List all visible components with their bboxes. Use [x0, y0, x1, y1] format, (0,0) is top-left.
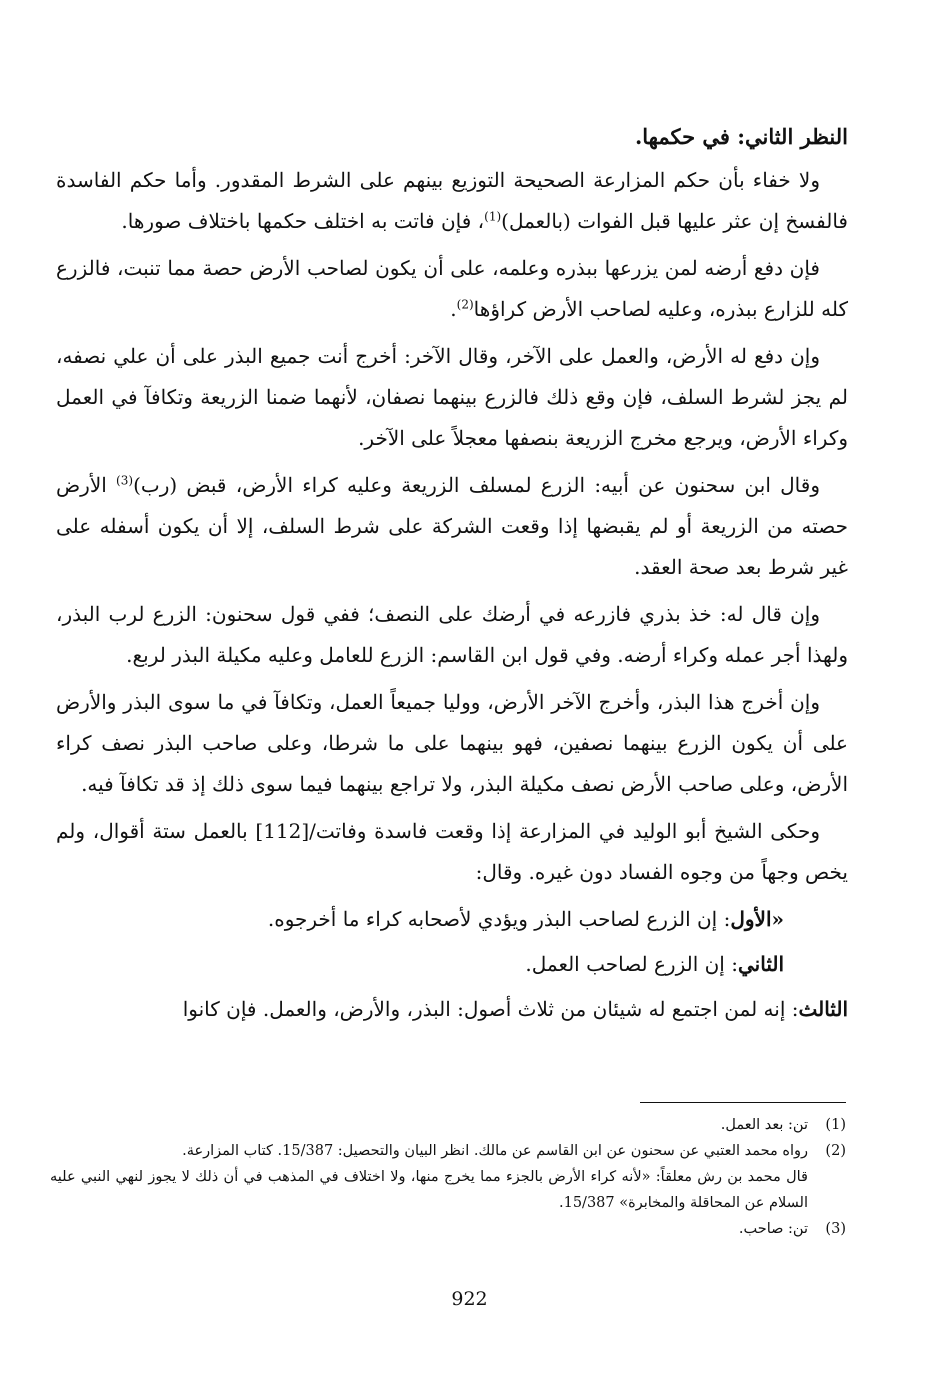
item-text: إنه لمن اجتمع له شيئان من ثلاث أصول: البذر، والأرض، والعمل. فإن كانوا: [182, 997, 786, 1021]
footnote-ref-2: (2): [456, 297, 474, 312]
paragraph-text: ، فإن فاتت به اختلف حكمها باختلاف صورها.: [121, 209, 485, 233]
item-label: الثاني: [737, 952, 784, 976]
footnotes: [50, 1112, 846, 1242]
paragraph-text: .: [450, 297, 457, 321]
footnote-ref-1: (1): [484, 209, 502, 224]
footnote-text: رواه محمد العتبي عن سحنون عن ابن القاسم عن مالك. انظر البيان والتحصيل: 15/387. كتاب المزارعة.: [182, 1143, 808, 1159]
footnote-item: [50, 1138, 846, 1164]
paragraph-text: فإن دفع أرضه لمن يزرعها ببذره وعلمه، على أن يكون لصاحب الأرض حصة مما تنبت، فالزرع كله للزارع ببذره، وعليه لصاحب الأرض كراؤها: [56, 256, 848, 321]
paragraph-5: وإن قال له: خذ بذري فازرعه في أرضك على النصف؛ ففي قول سحنون: الزرع لرب البذر، ولهذا أجر عمله وكراء أرضه. وفي قول ابن القاسم: الزرع للعامل وعليه مكيلة البذر لربع.: [56, 602, 848, 667]
footnote-ref-3: (3): [116, 473, 134, 488]
item-separator: :: [717, 907, 731, 931]
footnote-number: (1): [825, 1117, 846, 1133]
footnote-continuation: قال محمد بن رش معلقاً: «لأنه كراء الأرض بالجزء مما يخرج منها، ولا اختلاف في المذهب في أن ذلك لا يجوز لنهي النبي عليه السلام عن المحاقلة والمخابرة» 15/387.: [50, 1169, 808, 1211]
footnote-item: [50, 1112, 846, 1138]
paragraph-3: وإن دفع له الأرض، والعمل على الآخر، وقال الآخر: أخرج أنت جميع البذر على أن علي نصفه، لم يجز لشرط السلف، فإن وقع ذلك فالزرع بينهما نصفان، لأنهما ضمنا الزريعة وتكافآ في العمل وكراء الأرض، ويرجع مخرج الزريعة بنصفها معجلاً على الآخر.: [56, 344, 848, 450]
list-item-second: [56, 944, 848, 985]
page-number: 922: [451, 1288, 488, 1310]
paragraph-2: [56, 248, 848, 330]
section-heading: النظر الثاني: في حكمها.: [634, 124, 848, 149]
footnote-text: تن: بعد العمل.: [720, 1117, 808, 1133]
list-item-first: [56, 899, 848, 940]
paragraph-text: وقال ابن سحنون عن أبيه: الزرع لمسلف الزريعة وعليه كراء الأرض، قبض (رب): [133, 473, 820, 497]
item-text: إن الزرع لصاحب العمل.: [525, 952, 725, 976]
page-body: [56, 118, 848, 1036]
paragraph-4: [56, 465, 848, 588]
paragraph-text: ولا خفاء بأن حكم المزارعة الصحيحة التوزيع بينهم على الشرط المقدور. وأما حكم الفاسدة فالفسخ إن عثر عليها قبل الفوات (بالعمل): [56, 168, 848, 233]
paragraph-7: وحكى الشيخ أبو الوليد في المزارعة إذا وقعت فاسدة وفاتت/[112] بالعمل ستة أقوال، ولم يخص وجهاً من وجوه الفساد دون غيره. وقال:: [56, 819, 848, 884]
item-label: «الأول: [730, 907, 784, 931]
paragraph-1: [56, 160, 848, 242]
item-text: إن الزرع لصاحب البذر ويؤدي لأصحابه كراء ما أخرجوه.: [267, 907, 718, 931]
footnote-text: تن: صاحب.: [738, 1221, 808, 1237]
item-separator: :: [785, 997, 799, 1021]
item-label: الثالث: [798, 997, 848, 1021]
footnote-divider: [640, 1102, 846, 1103]
footnote-item: [50, 1216, 846, 1242]
paragraph-6: وإن أخرج هذا البذر، وأخرج الآخر الأرض، ووليا جميعاً العمل، وتكافآ في ما سوى البذر والأرض على أن يكون الزرع بينهما نصفين، فهو بينهما على ما شرطا، وعلى صاحب البذر نصف كراء الأرض، وعلى صاحب الأرض نصف مكيلة البذر، ولا تراجع بينهما فيما سوى ذلك إذ قد تكافآ فيه.: [56, 690, 848, 796]
footnote-number: (2): [825, 1143, 846, 1159]
list-item-third: [56, 989, 848, 1030]
footnote-number: (3): [825, 1221, 846, 1237]
paragraph-text: الأرض حصته من الزريعة أو لم يقبضها إذا وقعت الشركة على شرط السلف، إلا أن يكون أسفله على غير شرط بعد صحة العقد.: [56, 473, 848, 579]
item-separator: :: [724, 952, 738, 976]
